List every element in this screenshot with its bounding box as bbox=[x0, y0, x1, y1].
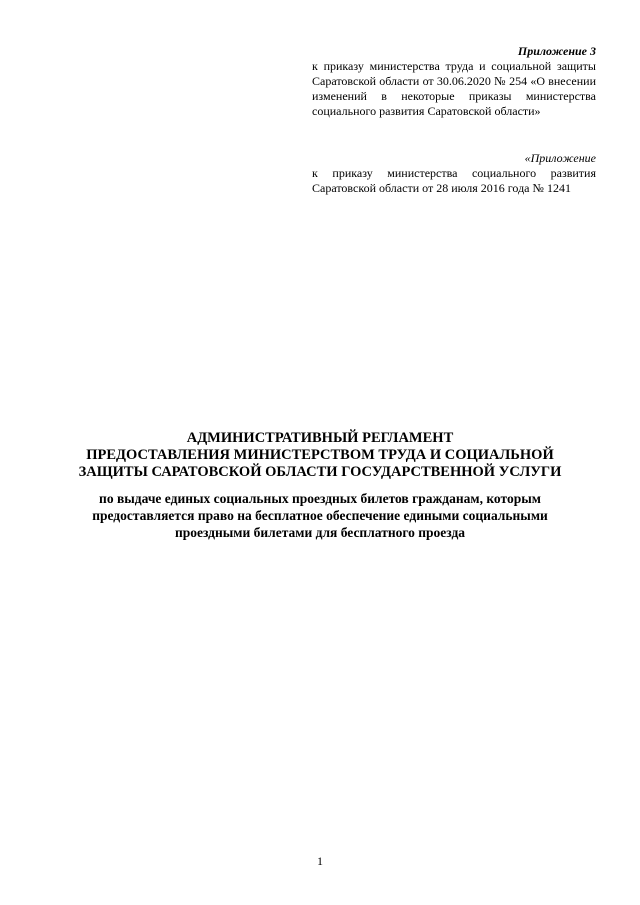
document-subtitle-line-3: проездными билетами для бесплатного проезда bbox=[174, 525, 466, 540]
appendix-reference-text: к приказу министерства социального развития Саратовской области от 28 июля 2016 года № 1241 bbox=[312, 166, 596, 195]
document-title-line-3: ЗАЩИТЫ САРАТОВСКОЙ ОБЛАСТИ ГОСУДАРСТВЕННОЙ УСЛУГИ bbox=[78, 464, 562, 480]
document-title-line-1: АДМИНИСТРАТИВНЫЙ РЕГЛАМЕНТ bbox=[186, 430, 454, 446]
document-title bbox=[60, 430, 580, 481]
appendix-3-block bbox=[312, 44, 596, 119]
appendix-reference-title: «Приложение bbox=[524, 151, 596, 165]
document-subtitle-line-1: по выдаче единых социальных проездных билетов гражданам, которым bbox=[99, 491, 541, 506]
document-subtitle-line-2: предоставляется право на бесплатное обеспечение едиными социальными bbox=[92, 508, 548, 523]
page-number: 1 bbox=[317, 854, 323, 868]
appendix-3-title: Приложение 3 bbox=[517, 44, 596, 58]
appendix-reference-block bbox=[312, 151, 596, 196]
document-title-line-2: ПРЕДОСТАВЛЕНИЯ МИНИСТЕРСТВОМ ТРУДА И СОЦИАЛЬНОЙ bbox=[86, 447, 554, 463]
document-subtitle bbox=[60, 490, 580, 541]
appendix-3-text: к приказу министерства труда и социальной защиты Саратовской области от 30.06.2020 № 254 «О внесении изменений в некоторые приказы министерства социального развития Саратовской области» bbox=[312, 59, 596, 118]
